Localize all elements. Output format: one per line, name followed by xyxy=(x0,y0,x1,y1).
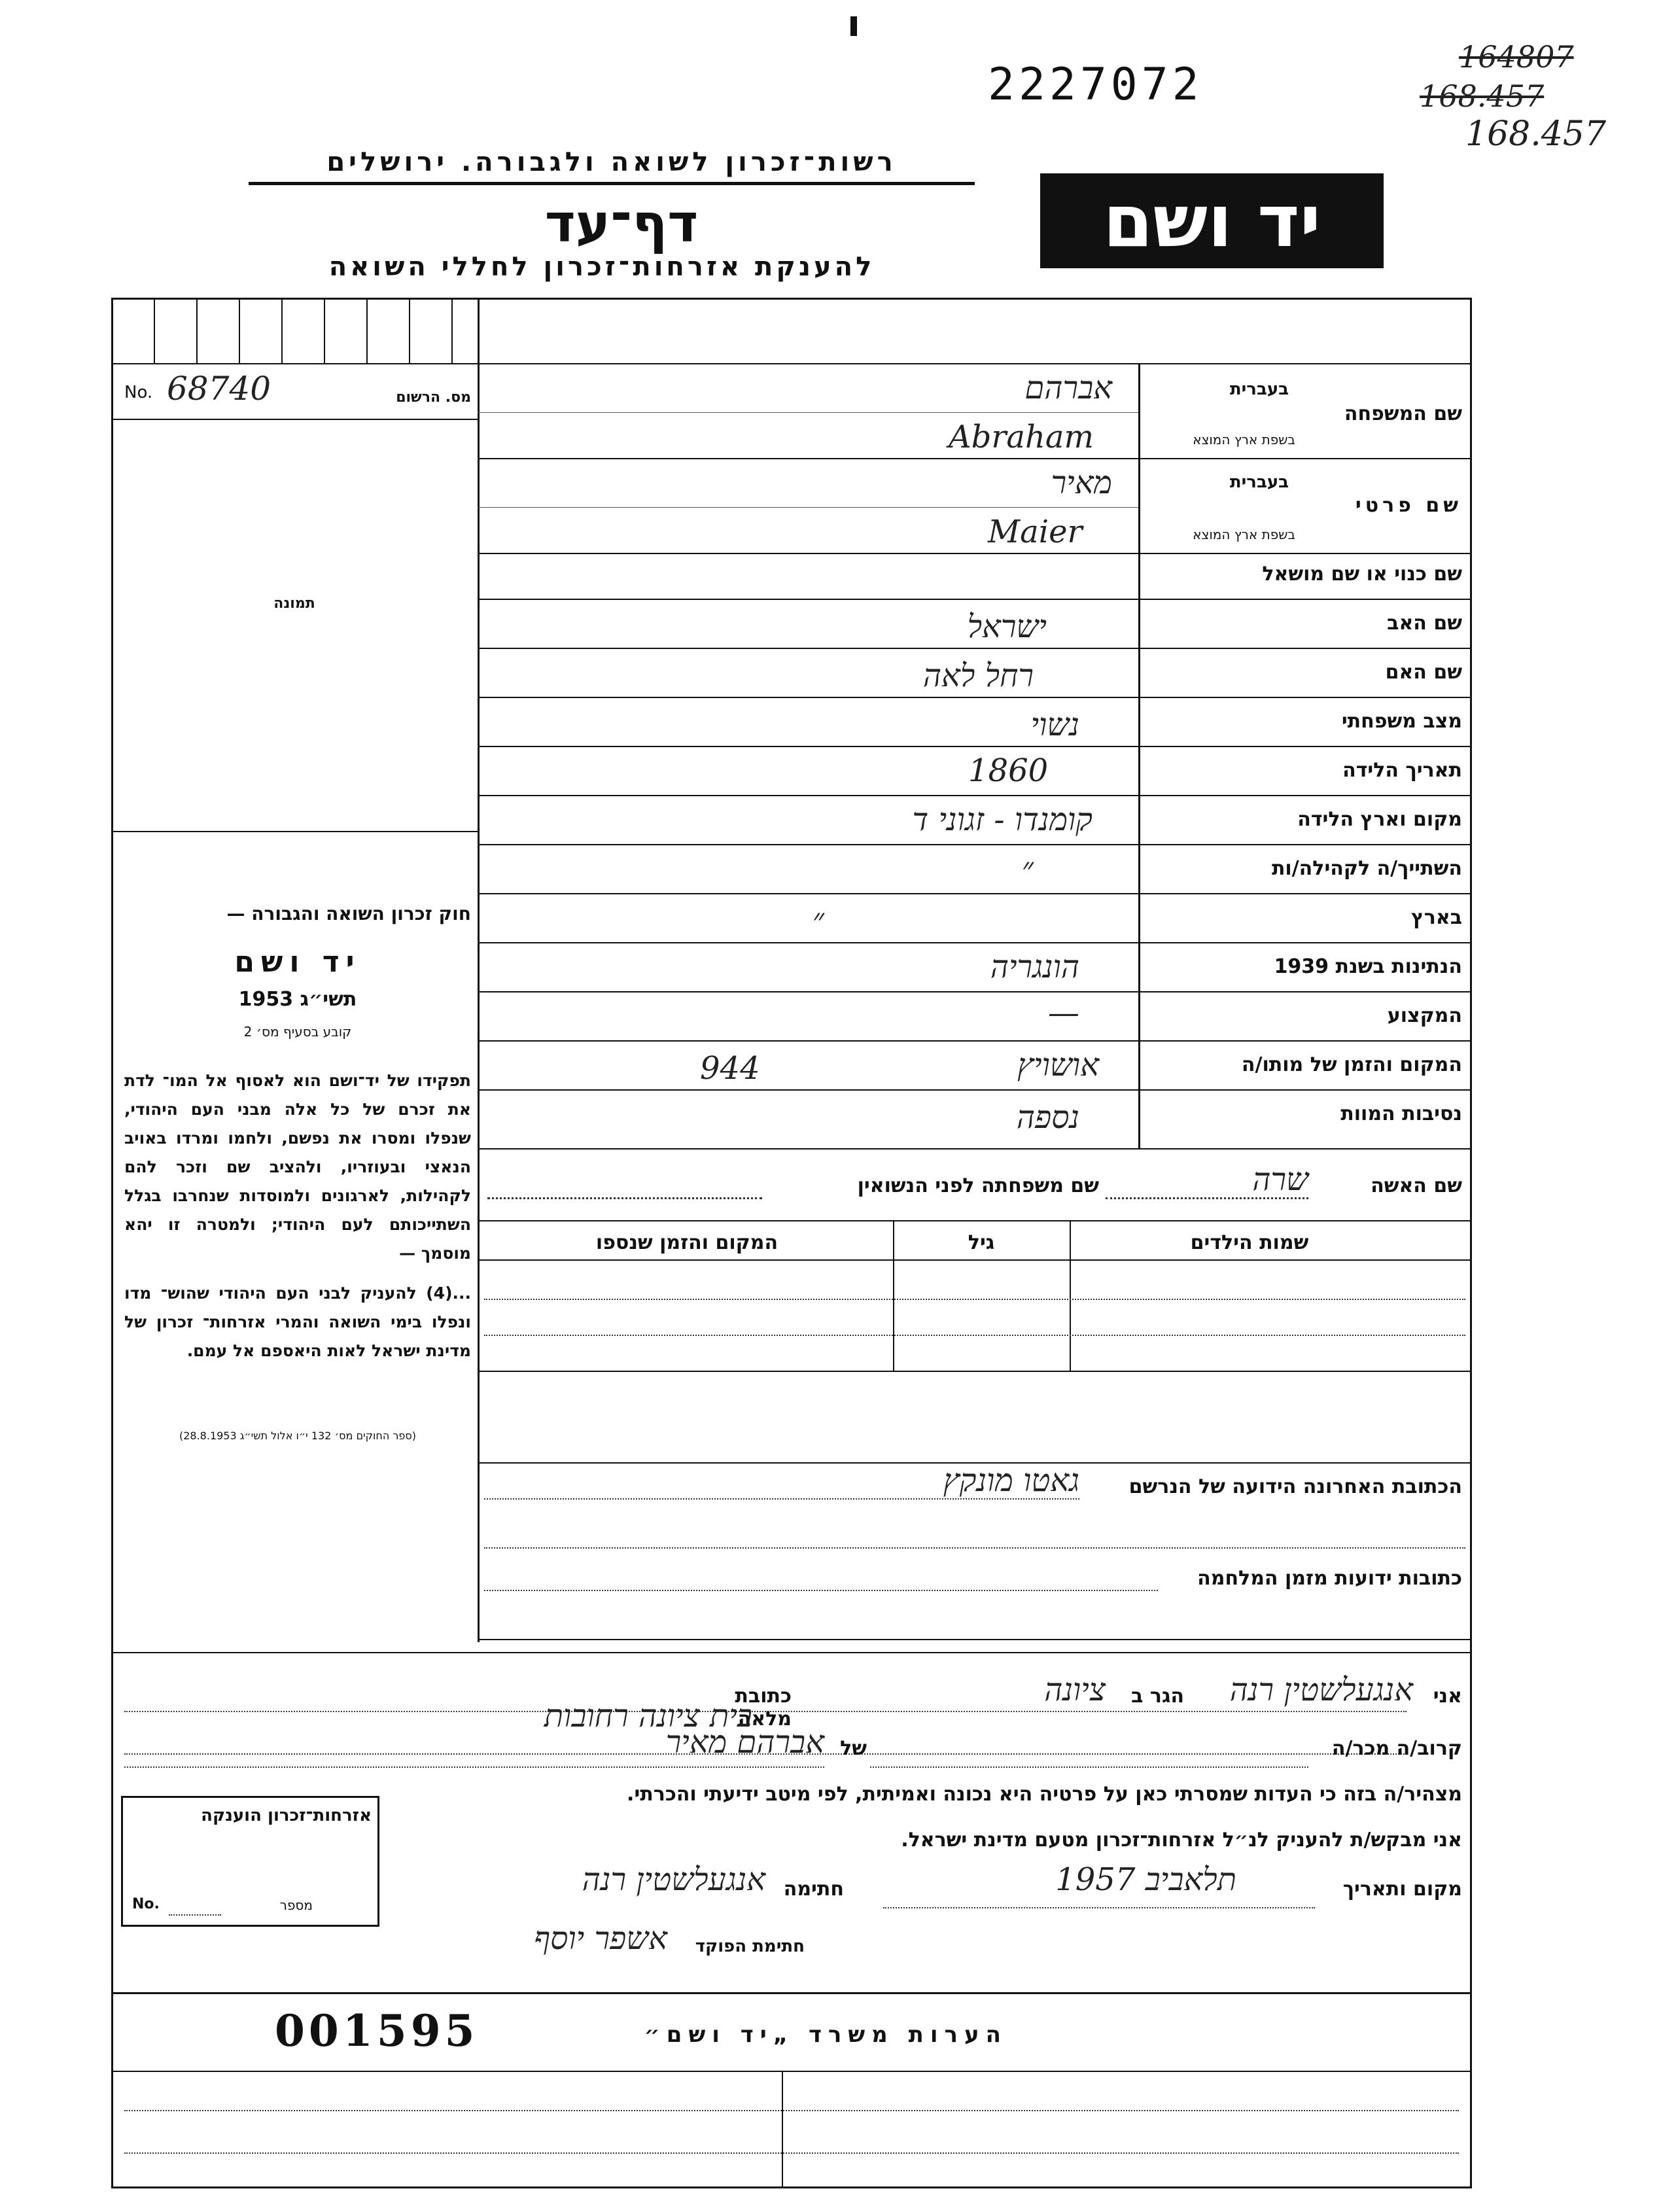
death-place-label: המקום והזמן של מותו/ה xyxy=(1241,1053,1462,1076)
row-line xyxy=(478,746,1472,747)
country-value: ״ xyxy=(812,902,824,938)
mother-label: שם האם xyxy=(1385,661,1462,684)
stamp-box-title: אזרחות־זכרון הוענקה xyxy=(201,1806,372,1825)
photo-bottom-line xyxy=(111,831,478,832)
first-name-he-value: מאיר xyxy=(1051,465,1112,501)
strip-cell xyxy=(154,298,155,363)
place-date-value: תלאביב 1957 xyxy=(1055,1861,1236,1898)
stamp-dots xyxy=(169,1914,221,1916)
row-line xyxy=(478,795,1472,796)
law-citation: (ספר החוקים מס׳ 132 י״ו אלול תשי״ג 28.8.1953) xyxy=(179,1430,417,1442)
of-value: אברהם מאיר xyxy=(665,1724,824,1761)
first-in-origin: בשפת ארץ המוצא xyxy=(1193,527,1295,542)
law-year: תשי״ג 1953 xyxy=(238,988,357,1011)
authority-underline xyxy=(249,182,975,185)
relative-label: קרוב/ה מכר/ה xyxy=(1331,1737,1462,1760)
corner-number-3: 168.457 xyxy=(1465,114,1607,154)
row-line xyxy=(478,697,1472,698)
declarant-i-label: אני xyxy=(1433,1685,1462,1708)
corner-number-2: 168.457 xyxy=(1420,79,1545,114)
row-split xyxy=(478,507,1138,508)
top-strip-line xyxy=(111,363,1472,364)
reg-label: מס. הרשום xyxy=(396,389,471,406)
footer-dots xyxy=(124,2110,1459,2111)
officer-label: חתימת הפוקד xyxy=(695,1937,805,1956)
law-paragraph-2: ...(4) להעניק לבני העם היהודי שהוש־ מדו ונפלו בימי השואה והמרי אזרחות־ זכרון של מדינת ישראל לאות היאספם אל עמם. xyxy=(124,1284,471,1360)
community-value: ״ xyxy=(1021,851,1034,887)
full-address-value: בית ציונה רחובות xyxy=(544,1698,752,1734)
office-notes-label: הערות משרד „יד ושם״ xyxy=(644,2022,1007,2048)
strip-cell xyxy=(324,298,325,363)
address-dots xyxy=(484,1590,1158,1591)
children-col-divider-1 xyxy=(893,1220,894,1371)
form-subtitle: להענקת אזרחות־זכרון לחללי השואה xyxy=(328,252,875,282)
children-row-dots xyxy=(484,1335,1465,1336)
footer-top-line xyxy=(111,1992,1472,1994)
children-header-place: המקום והזמן שנספו xyxy=(595,1231,778,1254)
death-place-value: אושויץ xyxy=(1017,1047,1099,1083)
form-title: דף־עד xyxy=(544,193,699,254)
birthplace-value: קומנדו - זגוני ד xyxy=(912,801,1093,838)
serial-number: 001595 xyxy=(275,2005,479,2056)
row-split xyxy=(478,412,1138,413)
law-clause: קובע בסעיף מס׳ 2 xyxy=(243,1024,352,1040)
stamp-box-number-label: מספר xyxy=(279,1897,313,1913)
reg-no-label: No. xyxy=(124,383,153,402)
footer-mid-line xyxy=(111,2071,1472,2072)
children-row-dots xyxy=(484,1299,1465,1300)
last-address-value: גאטו מונקץ xyxy=(943,1462,1079,1499)
law-name: יד ושם xyxy=(234,945,361,979)
profession-value: — xyxy=(1048,994,1079,1031)
reg-line xyxy=(111,419,478,420)
death-circ-value: נספה xyxy=(1016,1099,1079,1136)
first-name-origin-value: Maier xyxy=(988,514,1083,550)
family-name-label: שם המשפחה xyxy=(1344,402,1462,425)
declarant-i-value: אנגעלשטין רנה xyxy=(1229,1672,1413,1708)
of-dots xyxy=(124,1766,824,1768)
left-column-divider xyxy=(478,298,480,1642)
maiden-dots xyxy=(487,1197,762,1199)
children-col-divider-2 xyxy=(1070,1220,1071,1371)
footer-col-divider xyxy=(782,2071,783,2188)
declarant-resides-value: ציונה xyxy=(1044,1672,1106,1708)
community-label: השתייך/ה לקהילה/ות xyxy=(1271,857,1462,880)
punch-mark xyxy=(850,16,857,36)
row-line xyxy=(478,599,1472,600)
strip-cell xyxy=(366,298,368,363)
strip-cell xyxy=(239,298,240,363)
row-line xyxy=(478,1148,1472,1150)
citizenship-stamp-box xyxy=(121,1796,379,1927)
label-column-divider xyxy=(1138,363,1140,1148)
declaration-text: מצהיר/ה בזה כי העדות שמסרתי כאן על פרטיה היא נכונה ואמיתית, לפי מיטב ידיעתי והכרתי. xyxy=(627,1783,1462,1806)
row-line xyxy=(478,991,1472,992)
family-name-he-value: אברהם xyxy=(1024,370,1112,406)
row-line xyxy=(478,553,1472,554)
stamp-box-no: No. xyxy=(132,1896,160,1912)
declarant-resides-label: הגר ב xyxy=(1131,1685,1184,1708)
of-label: של xyxy=(840,1737,867,1760)
marital-label: מצב משפחתי xyxy=(1341,710,1462,733)
reg-no-value: 68740 xyxy=(167,370,271,408)
file-number: 2227072 xyxy=(988,59,1203,111)
row-line xyxy=(478,648,1472,649)
section-line xyxy=(111,1652,1472,1653)
children-header-age: גיל xyxy=(968,1231,995,1254)
row-line xyxy=(478,458,1472,459)
nickname-label: שם כנוי או שם מושאל xyxy=(1262,563,1462,586)
law-paragraph-1: תפקידו של יד־ושם הוא לאסוף אל המו־ לדת את זכרם של כל אלה מבני העם היהודי, שנפלו ומסרו את נפשם, ולחמו ומרדו באויב הנאצי ובעוזריו, ולהציב שם וזכר להם לקהילות, לארגונים ולמוסדות שנחרבו בגלל השתייכותם לעם היהודי; ולמטרה זו יהא מוסמך — xyxy=(124,1071,471,1263)
country-label: בארץ xyxy=(1410,906,1462,929)
father-value: ישראל xyxy=(967,608,1047,645)
corner-number-1: 164807 xyxy=(1459,39,1574,75)
strip-cell xyxy=(409,298,410,363)
wife-value: שרה xyxy=(1252,1161,1308,1198)
last-address-label: הכתובת האחרונה הידועה של הנרשם xyxy=(1128,1475,1462,1498)
request-text: אני מבקש/ת להעניק לנ״ל אזרחות־זכרון מטעם מדינת ישראל. xyxy=(901,1829,1462,1852)
first-in-hebrew: בעברית xyxy=(1229,472,1289,492)
row-line xyxy=(478,1089,1472,1091)
strip-cell xyxy=(196,298,198,363)
officer-value: אשפר יוסף xyxy=(534,1920,667,1957)
footer-dots xyxy=(124,2152,1459,2154)
row-line xyxy=(478,844,1472,845)
death-year-value: 944 xyxy=(700,1050,760,1087)
full-address-label: כתובת מלאה xyxy=(735,1685,792,1730)
address-dots xyxy=(484,1547,1465,1549)
photo-label: תמונה xyxy=(273,595,315,612)
profession-label: המקצוע xyxy=(1387,1004,1462,1027)
row-line xyxy=(478,942,1472,943)
first-name-label: שם פרטי xyxy=(1355,494,1462,517)
children-header-line xyxy=(478,1259,1472,1261)
of-dots xyxy=(870,1766,1308,1768)
signature-label: חתימה xyxy=(783,1878,844,1901)
family-in-origin: בשפת ארץ המוצא xyxy=(1193,432,1295,448)
birthdate-label: תאריך הלידה xyxy=(1342,759,1462,782)
citizenship-value: הונגריה xyxy=(990,949,1079,985)
citizenship-label: הנתינות בשנת 1939 xyxy=(1274,955,1462,978)
birthplace-label: מקום וארץ הלידה xyxy=(1297,808,1462,831)
row-line xyxy=(478,893,1472,894)
authority-heading: רשות־זכרון לשואה ולגבורה. ירושלים xyxy=(326,147,897,177)
strip-cell xyxy=(451,298,453,363)
wife-label: שם האשה xyxy=(1371,1174,1462,1197)
wartime-address-label: כתובות ידועות מזמן המלחמה xyxy=(1197,1567,1462,1590)
family-in-hebrew: בעברית xyxy=(1229,379,1289,399)
death-circ-label: נסיבות המוות xyxy=(1340,1102,1462,1125)
wife-row-line xyxy=(478,1220,1472,1221)
marital-value: נשוי xyxy=(1030,707,1079,743)
law-title: חוק זכרון השואה והגבורה — xyxy=(226,903,471,924)
place-date-dots xyxy=(883,1907,1315,1908)
place-date-label: מקום ותאריך xyxy=(1342,1878,1462,1901)
father-label: שם האב xyxy=(1387,612,1462,635)
children-header-names: שמות הילדים xyxy=(1190,1231,1309,1254)
children-bottom-line xyxy=(478,1371,1472,1372)
mother-value: רחל לאה xyxy=(922,658,1034,694)
row-line xyxy=(478,1040,1472,1042)
strip-cell xyxy=(281,298,283,363)
address-dots xyxy=(484,1498,1079,1500)
maiden-label: שם משפחתה לפני הנשואין xyxy=(857,1174,1099,1197)
yad-vashem-logo xyxy=(1040,173,1384,268)
logo-text: יד ושם xyxy=(1102,179,1321,263)
birthdate-value: 1860 xyxy=(968,752,1049,789)
family-name-origin-value: Abraham xyxy=(949,419,1094,455)
signature-value: אנגעלשטין רנה xyxy=(582,1861,765,1898)
address-bottom-line xyxy=(478,1639,1472,1640)
